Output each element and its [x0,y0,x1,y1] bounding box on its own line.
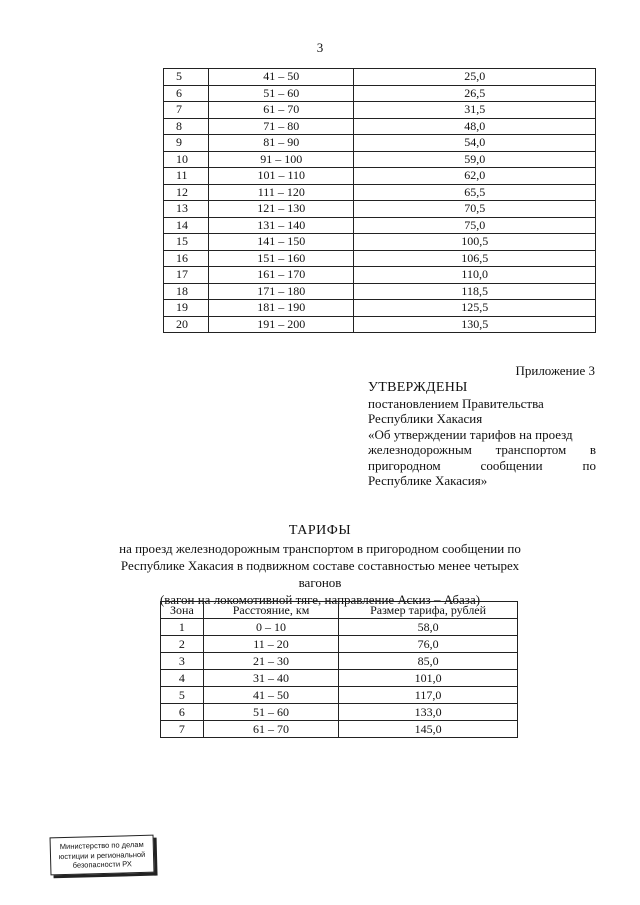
zone-cell: 2 [161,636,204,653]
zone-cell: 17 [164,267,209,284]
table-row [164,69,596,86]
page-number: 3 [316,40,324,55]
column-header-distance: Расстояние, км [203,602,338,619]
tariff-cell: 117,0 [339,687,518,704]
zone-cell: 11 [164,168,209,185]
distance-cell: 181 – 190 [209,300,354,317]
zone-cell: 13 [164,201,209,218]
tariff-table-continued [163,68,596,333]
stamp-line: Министерство по делам [59,839,144,852]
table-row [161,721,518,738]
zone-cell: 20 [164,316,209,333]
table-row [164,217,596,234]
distance-cell: 151 – 160 [209,250,354,267]
tariff-cell: 59,0 [354,151,596,168]
tariff-cell: 25,0 [354,69,596,86]
table-row [164,118,596,135]
tariff-table-body [161,619,518,738]
tariff-cell: 58,0 [339,619,518,636]
table-row [164,151,596,168]
tariff-cell: 145,0 [339,721,518,738]
tariff-cell: 48,0 [354,118,596,135]
tariff-cell: 54,0 [354,135,596,152]
table-row [161,653,518,670]
approval-line: пригородном сообщении по [368,457,596,473]
tariffs-title: ТАРИФЫ [288,523,352,538]
distance-cell: 11 – 20 [203,636,338,653]
tariff-cell: 101,0 [339,670,518,687]
stamp-line: безопасности РХ [72,859,132,870]
tariff-cell: 76,0 [339,636,518,653]
distance-cell: 171 – 180 [209,283,354,300]
subtitle-line: на проезд железнодорожным транспортом в пригородном сообщении по [119,541,521,556]
table-row [161,670,518,687]
zone-cell: 19 [164,300,209,317]
zone-cell: 12 [164,184,209,201]
tariff-cell: 130,5 [354,316,596,333]
zone-cell: 3 [161,653,204,670]
zone-cell: 7 [161,721,204,738]
distance-cell: 91 – 100 [209,151,354,168]
zone-cell: 8 [164,118,209,135]
zone-cell: 5 [161,687,204,704]
table-row [161,687,518,704]
distance-cell: 21 – 30 [203,653,338,670]
table-row [164,267,596,284]
table-header-row [161,602,518,619]
distance-cell: 111 – 120 [209,184,354,201]
distance-cell: 41 – 50 [209,69,354,86]
distance-cell: 81 – 90 [209,135,354,152]
table-row [161,704,518,721]
tariff-cell: 133,0 [339,704,518,721]
tariff-table-continued-body [164,69,596,333]
tariff-cell: 110,0 [354,267,596,284]
approval-block [368,380,596,489]
zone-cell: 7 [164,102,209,119]
table-row [164,184,596,201]
appendix-title: Приложение 3 [515,363,595,378]
table-row [164,85,596,102]
zone-cell: 6 [161,704,204,721]
zone-cell: 5 [164,69,209,86]
tariffs-subtitle [100,540,540,608]
distance-cell: 161 – 170 [209,267,354,284]
approval-line: «Об утверждении тарифов на проезд [368,426,573,442]
approval-line: Республики Хакасия [368,411,483,426]
ministry-stamp [50,835,155,876]
table-row [164,234,596,251]
distance-cell: 191 – 200 [209,316,354,333]
table-row [164,201,596,218]
zone-cell: 4 [161,670,204,687]
zone-cell: 9 [164,135,209,152]
distance-cell: 131 – 140 [209,217,354,234]
subtitle-line: Республике Хакасия в подвижном составе составностью менее четырех вагонов [120,558,520,590]
tariff-cell: 118,5 [354,283,596,300]
distance-cell: 41 – 50 [203,687,338,704]
tariff-cell: 125,5 [354,300,596,317]
zone-cell: 6 [164,85,209,102]
tariff-cell: 75,0 [354,217,596,234]
approval-line: постановлением Правительства [368,395,544,411]
distance-cell: 0 – 10 [203,619,338,636]
zone-cell: 18 [164,283,209,300]
table-row [164,135,596,152]
approval-line: железнодорожным транспортом в [368,442,596,457]
subtitle-line: (вагон на локомотивной тяге, направление Аскиз – Абаза) [159,592,481,607]
distance-cell: 61 – 70 [209,102,354,119]
distance-cell: 141 – 150 [209,234,354,251]
table-row [164,250,596,267]
zone-cell: 10 [164,151,209,168]
distance-cell: 121 – 130 [209,201,354,218]
distance-cell: 31 – 40 [203,670,338,687]
table-row [164,102,596,119]
tariff-cell: 65,5 [354,184,596,201]
tariff-cell: 70,5 [354,201,596,218]
zone-cell: 1 [161,619,204,636]
tariff-cell: 31,5 [354,102,596,119]
zone-cell: 14 [164,217,209,234]
tariff-cell: 26,5 [354,85,596,102]
column-header-tariff: Размер тарифа, рублей [339,602,518,619]
table-row [164,168,596,185]
distance-cell: 101 – 110 [209,168,354,185]
distance-cell: 51 – 60 [203,704,338,721]
table-row [164,300,596,317]
column-header-zone: Зона [161,602,204,619]
table-row [161,636,518,653]
zone-cell: 15 [164,234,209,251]
tariff-cell: 100,5 [354,234,596,251]
table-row [164,316,596,333]
distance-cell: 51 – 60 [209,85,354,102]
table-row [161,619,518,636]
approved-heading: УТВЕРЖДЕНЫ [368,380,468,395]
distance-cell: 61 – 70 [203,721,338,738]
approval-line: Республике Хакасия» [368,473,488,488]
zone-cell: 16 [164,250,209,267]
table-row [164,283,596,300]
stamp-line: юстиции и региональной [58,849,146,861]
tariff-cell: 62,0 [354,168,596,185]
distance-cell: 71 – 80 [209,118,354,135]
tariff-cell: 85,0 [339,653,518,670]
tariff-table [160,601,518,738]
tariff-cell: 106,5 [354,250,596,267]
